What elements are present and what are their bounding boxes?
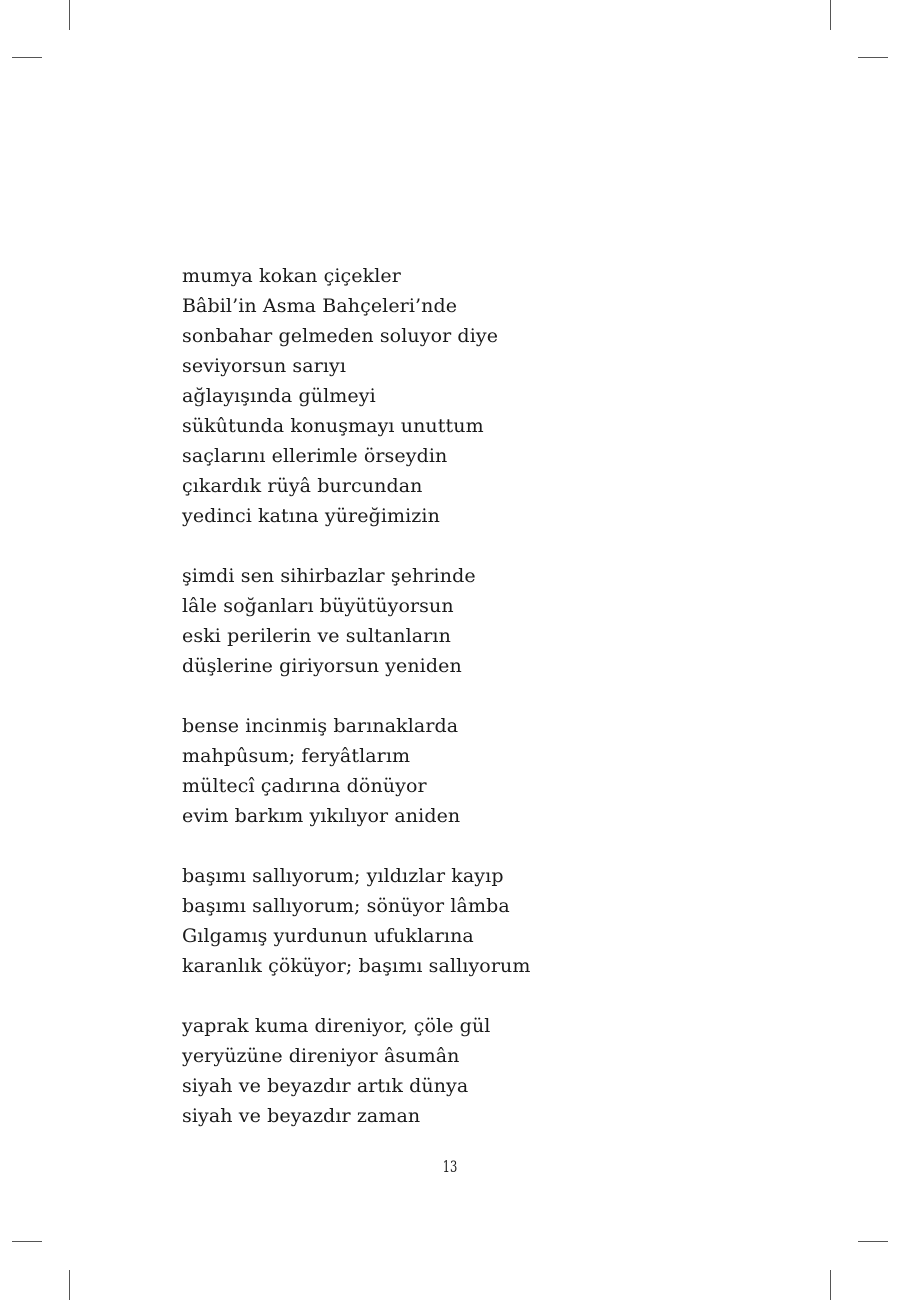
crop-mark-left-lower bbox=[12, 1241, 42, 1242]
poem-line: şimdi sen sihirbazlar şehrinde bbox=[182, 565, 476, 587]
stanza-3 bbox=[182, 711, 782, 831]
poem bbox=[182, 261, 782, 1161]
poem-line: bense incinmiş barınaklarda bbox=[182, 715, 459, 737]
poem-line: mahpûsum; feryâtlarım bbox=[182, 745, 411, 767]
poem-line: lâle soğanları büyütüyorsun bbox=[182, 595, 454, 617]
crop-mark-right-lower bbox=[858, 1241, 888, 1242]
stanza-4 bbox=[182, 861, 782, 981]
poem-line: başımı sallıyorum; yıldızlar kayıp bbox=[182, 865, 504, 887]
poem-line: yaprak kuma direniyor, çöle gül bbox=[182, 1015, 491, 1037]
poem-line: mültecî çadırına dönüyor bbox=[182, 775, 427, 797]
poem-line: karanlık çöküyor; başımı sallıyorum bbox=[182, 955, 531, 977]
page-number: 13 bbox=[442, 1157, 458, 1176]
poem-line: yeryüzüne direniyor âsumân bbox=[182, 1045, 460, 1067]
crop-mark-bottom-left bbox=[69, 1270, 70, 1300]
stanza-1 bbox=[182, 261, 782, 531]
poem-line: eski perilerin ve sultanların bbox=[182, 625, 451, 647]
poem-line: düşlerine giriyorsun yeniden bbox=[182, 655, 462, 677]
poem-line: evim barkım yıkılıyor aniden bbox=[182, 805, 461, 827]
poem-line: çıkardık rüyâ burcundan bbox=[182, 475, 423, 497]
poem-line: başımı sallıyorum; sönüyor lâmba bbox=[182, 895, 510, 917]
stanza-2 bbox=[182, 561, 782, 681]
poem-line: Gılgamış yurdunun ufuklarına bbox=[182, 925, 474, 947]
crop-mark-top-left bbox=[69, 0, 70, 30]
poem-line: siyah ve beyazdır artık dünya bbox=[182, 1075, 469, 1097]
poem-line: ağlayışında gülmeyi bbox=[182, 385, 376, 407]
poem-line: mumya kokan çiçekler bbox=[182, 265, 401, 287]
crop-mark-left-upper bbox=[12, 57, 42, 58]
crop-mark-bottom-right bbox=[830, 1270, 831, 1300]
poem-line: siyah ve beyazdır zaman bbox=[182, 1105, 421, 1127]
poem-line: sükûtunda konuşmayı unuttum bbox=[182, 415, 484, 437]
poem-line: seviyorsun sarıyı bbox=[182, 355, 347, 377]
crop-mark-top-right bbox=[830, 0, 831, 30]
poem-line: saçlarını ellerimle örseydin bbox=[182, 445, 448, 467]
poem-line: sonbahar gelmeden soluyor diye bbox=[182, 325, 499, 347]
stanza-5 bbox=[182, 1011, 782, 1131]
crop-mark-right-upper bbox=[858, 57, 888, 58]
poem-line: Bâbil’in Asma Bahçeleri’nde bbox=[182, 295, 458, 317]
poem-line: yedinci katına yüreğimizin bbox=[182, 505, 440, 527]
